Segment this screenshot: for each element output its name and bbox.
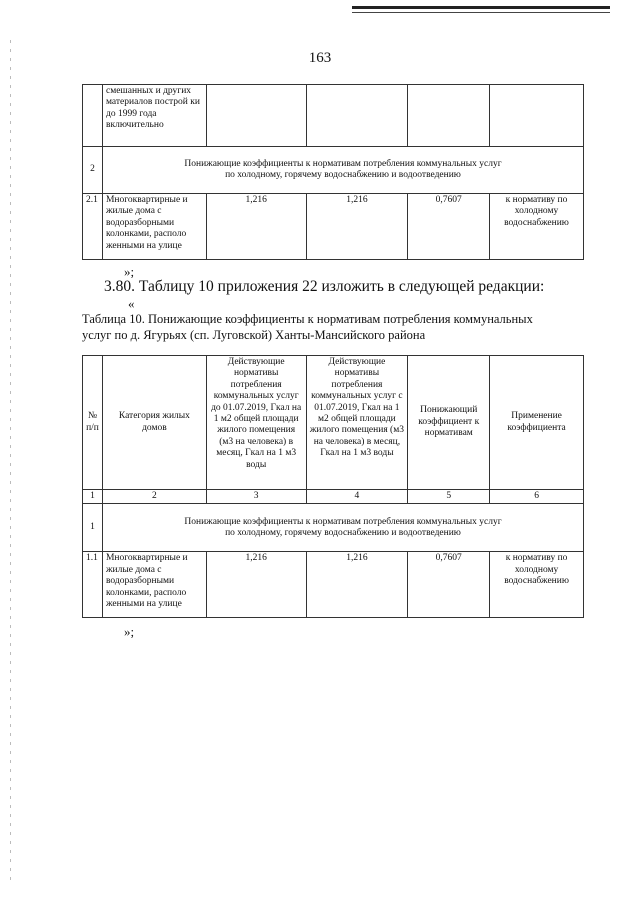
header-num: № п/п [83,356,103,490]
row-category: Многоквартирные и жилые дома с водоразборными колонками, располо женными на улице [102,552,206,618]
table-header-row [83,356,584,490]
table-cell-category: смешанных и других материалов построй ки до 1999 года включительно [102,85,206,147]
header-coefficient: Понижающий коэффициент к нормативам [408,356,490,490]
column-number: 1 [83,490,103,504]
section-title-line: по холодному, горячему водоснабжению и водоотведению [225,170,461,180]
table-10 [82,355,584,618]
header-rule [352,6,610,9]
column-number: 3 [206,490,306,504]
row-number: 1.1 [83,552,103,618]
section-title-line: по холодному, горячему водоснабжению и водоотведению [225,527,461,538]
row-category: Многоквартирные и жилые дома с водоразборными колонками, располо женными на улице [102,194,206,260]
section-number: 2 [83,147,103,194]
row-application: к нормативу по холодному водоснабжению [490,194,584,260]
opening-quote: « [128,296,135,311]
section-title [102,504,583,552]
table-row [83,552,584,618]
column-number: 2 [102,490,206,504]
table-cell [408,85,490,147]
table-cell [206,85,306,147]
column-number: 5 [408,490,490,504]
row-coefficient: 0,7607 [408,552,490,618]
row-norm-before: 1,216 [206,552,306,618]
header-norm-after: Действующие нормативы потребления коммунальных услуг с 01.07.2019, Гкал на 1 м2 общей площади жилого помещения (м3 на человека) в месяц, Гкал на 1 м3 воды [306,356,408,490]
section-number: 1 [83,504,103,552]
closing-quote: »; [124,264,135,279]
page-number: 163 [308,50,332,66]
table-caption [82,312,562,343]
caption-line: услуг по д. Ягурьях (сп. Луговской) Ханты-Мансийского района [82,327,426,342]
table-cell [83,85,103,147]
table-row [83,194,584,260]
caption-line: Таблица 10. Понижающие коэффициенты к нормативам потребления коммунальных [82,312,533,326]
table-row [83,85,584,147]
row-coefficient: 0,7607 [408,194,490,260]
section-title-line: Понижающие коэффициенты к нормативам потребления коммунальных услуг [184,158,502,169]
closing-quote: »; [124,624,135,639]
amendment-item: 3.80. Таблицу 10 приложения 22 изложить в следующей редакции: [104,278,545,295]
section-title [102,147,583,194]
row-norm-after: 1,216 [306,552,408,618]
header-category: Категория жилых домов [102,356,206,490]
row-norm-before: 1,216 [206,194,306,260]
column-number: 4 [306,490,408,504]
row-application: к нормативу по холодному водоснабжению [490,552,584,618]
row-number: 2.1 [83,194,103,260]
section-title-line: Понижающие коэффициенты к нормативам потребления коммунальных услуг [184,516,502,527]
table-section-row [83,504,584,552]
table-continuation [82,84,584,260]
row-norm-after: 1,216 [306,194,408,260]
column-number: 6 [490,490,584,504]
table-section-row [83,147,584,194]
column-numbers-row [83,490,584,504]
header-application: Применение коэффициента [490,356,584,490]
table-cell [306,85,408,147]
scan-edge [10,40,11,880]
header-norm-before: Действующие нормативы потребления коммунальных услуг до 01.07.2019, Гкал на 1 м2 общей площади жилого помещения (м3 на человека) в месяц, Гкал на 1 м3 воды [206,356,306,490]
table-cell [490,85,584,147]
header-rule-thin [352,12,610,13]
